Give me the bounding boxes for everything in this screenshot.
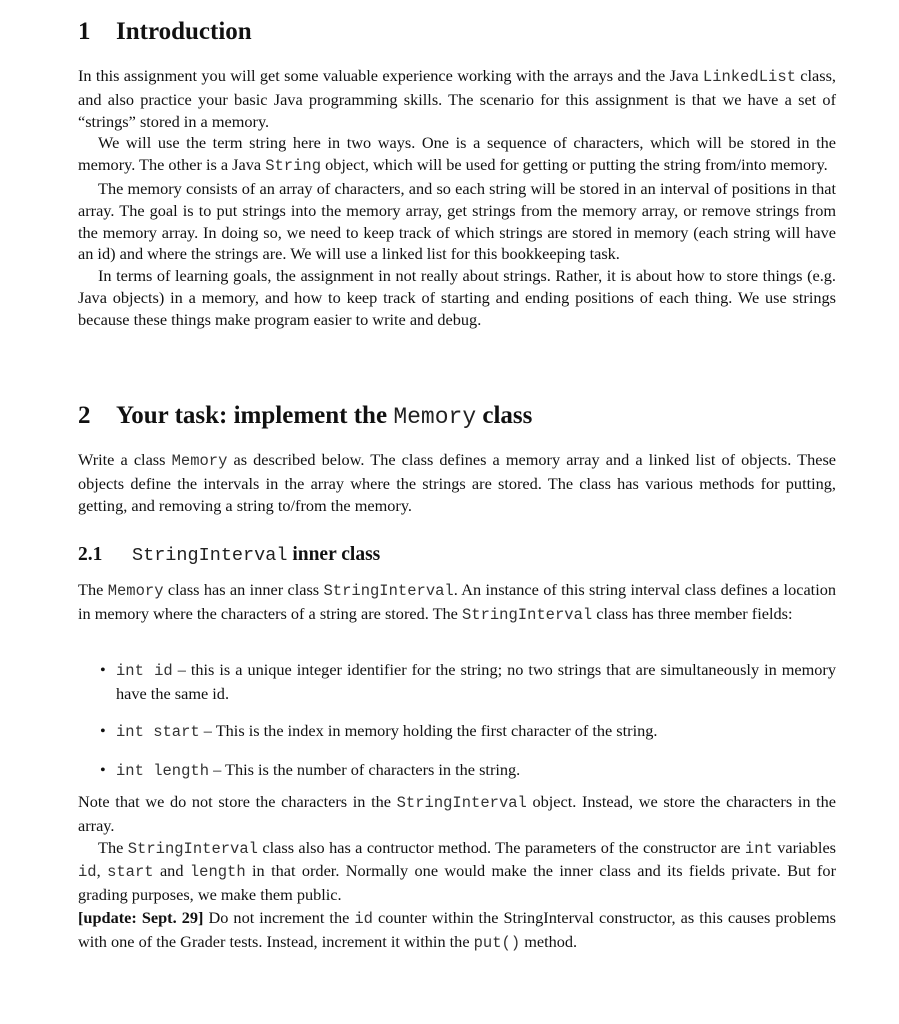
section-2-heading xyxy=(78,402,532,430)
text: Write a class xyxy=(78,450,172,469)
inline-code: start xyxy=(107,863,154,882)
section-1-heading xyxy=(78,18,252,46)
section-number: 2 xyxy=(78,402,91,429)
section-title: Your task: implement the xyxy=(116,402,394,429)
inline-code: id xyxy=(78,863,97,882)
inline-code: StringInterval xyxy=(323,582,454,600)
subsection-notes xyxy=(78,791,836,906)
list-item xyxy=(116,659,836,705)
text: counter within the StringInterval constructor, as this causes problems with one of the Grader tests. Instead, increment it within the xyxy=(78,908,836,951)
subsection-title-code: StringInterval xyxy=(132,545,288,566)
text: The memory consists of an array of characters, and so each string will be stored in an interval of positions in that array. The goal is to put strings into the memory array, get strings from the memory array, or remove strings from the memory array. In doing so, we need to keep track of which strings are stored in memory (each string will have an id) and where the strings are. We will use a linked list for this bookkeeping task. xyxy=(78,178,836,264)
field-list xyxy=(78,659,836,783)
section-1-body xyxy=(78,65,836,331)
text: – this is a unique integer identifier for the string; no two strings that are simultaneously in memory have the same id. xyxy=(116,660,836,703)
inline-code: int id xyxy=(116,662,173,680)
section-number: 1 xyxy=(78,18,91,45)
subsection-intro xyxy=(78,579,836,627)
inline-code: int start xyxy=(116,722,200,741)
subsection-2-1-heading xyxy=(78,544,380,566)
text: variables xyxy=(772,837,837,857)
text: – This is the index in memory holding the first character of the string. xyxy=(199,720,658,740)
inline-code: Memory xyxy=(171,452,228,470)
paragraph xyxy=(78,65,836,132)
text: object, which will be used for getting or putting the string from/into memory. xyxy=(321,155,828,175)
update-note xyxy=(78,907,836,955)
paragraph xyxy=(78,178,836,265)
section-title-code: Memory xyxy=(393,404,477,430)
text: object. Instead, we store the characters in the array. xyxy=(78,792,836,835)
text: In this assignment you will get some valuable experience working with the arrays and the Java xyxy=(78,66,703,85)
subsection-title: inner class xyxy=(287,544,381,565)
inline-code: StringInterval xyxy=(461,605,593,624)
text: We will use the term string here in two ways. One is a sequence of characters, which will be stored in the memory. The other is a Java xyxy=(78,133,836,175)
inline-code: StringInterval xyxy=(127,839,258,858)
text: class, and also practice your basic Java programming skills. The scenario for this assignment is that we have a set of “strings” stored in a memory. xyxy=(78,66,836,131)
text: class has three member fields: xyxy=(592,603,793,623)
text: method. xyxy=(520,931,578,951)
inline-code: LinkedList xyxy=(702,68,796,86)
text: The xyxy=(78,580,108,599)
section-title-suffix: class xyxy=(476,402,533,429)
bold-label: [update: Sept. 29] xyxy=(78,908,204,927)
paragraph xyxy=(78,837,836,906)
inline-code: int xyxy=(744,839,773,858)
text: class has an inner class xyxy=(163,580,324,599)
inline-code: String xyxy=(265,157,321,176)
text: Do not increment the xyxy=(203,908,355,927)
text: – This is the number of characters in the string. xyxy=(209,760,521,780)
subsection-number: 2.1 xyxy=(78,544,103,565)
text: and xyxy=(153,861,190,881)
inline-code: length xyxy=(189,863,246,882)
text: . An instance of this string interval class defines a location in memory where the characters of a string are stored. The xyxy=(78,580,836,623)
text: in that order. Normally one would make the inner class and its fields private. But for grading purposes, we make them public. xyxy=(78,861,836,905)
text: , xyxy=(96,861,108,881)
inline-code: id xyxy=(354,910,373,928)
paragraph xyxy=(78,132,836,178)
paragraph xyxy=(78,907,836,955)
text: as described below. The class defines a memory array and a linked list of objects. These objects define the intervals in the array where the strings are stored. The class has various methods for putting, getting, and removing a string to/from the memory. xyxy=(78,450,837,515)
text: The xyxy=(98,837,128,857)
inline-code: int length xyxy=(116,762,210,781)
paragraph xyxy=(78,449,836,516)
text: class also has a contructor method. The parameters of the constructor are xyxy=(257,837,745,857)
paragraph xyxy=(78,265,836,330)
section-title: Introduction xyxy=(116,18,252,45)
list-item xyxy=(116,759,836,783)
inline-code: StringInterval xyxy=(396,794,527,812)
inline-code: Memory xyxy=(107,582,164,600)
inline-code: put() xyxy=(473,933,521,952)
section-2-body xyxy=(78,449,836,516)
paragraph xyxy=(78,579,836,627)
text: In terms of learning goals, the assignment in not really about strings. Rather, it is about how to store things (e.g. Java objects) in a memory, and how to keep track of starting and ending positions of each thing. We use strings because these things make program easier to write and debug. xyxy=(78,266,836,329)
paragraph xyxy=(78,791,836,837)
list-item xyxy=(116,720,836,744)
text: Note that we do not store the characters in the xyxy=(78,792,397,811)
